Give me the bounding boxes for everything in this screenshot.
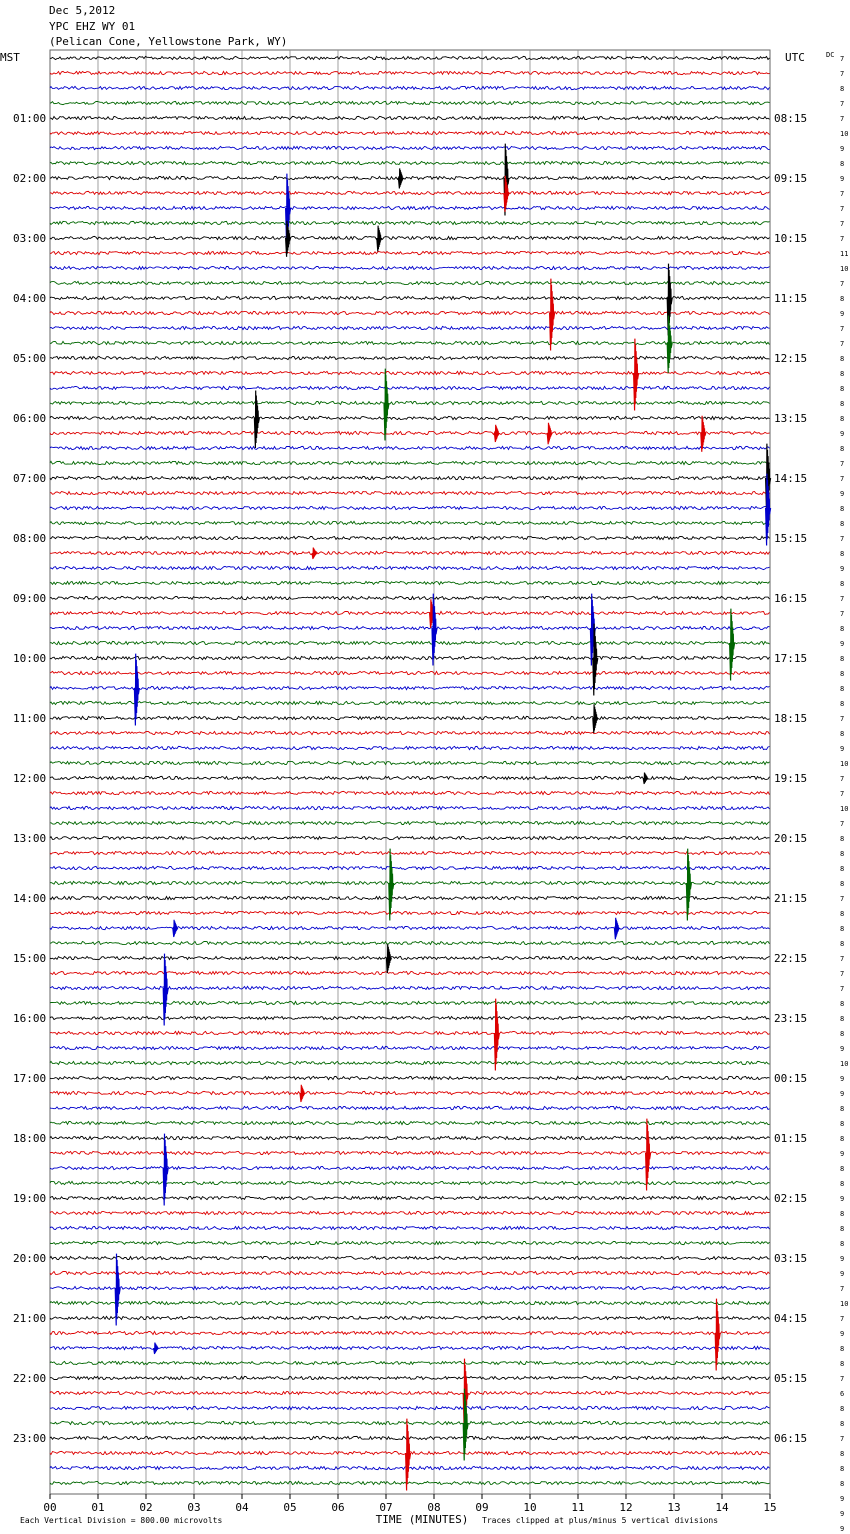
hour-label-right: 23:15	[774, 1012, 808, 1025]
event-spike	[300, 1085, 305, 1102]
dc-offset-value: 7	[840, 70, 845, 78]
trace-line	[50, 746, 770, 749]
trace-line	[50, 1106, 770, 1109]
scale-note: Each Vertical Division = 800.00 microvolts	[20, 1516, 223, 1525]
trace-line	[50, 116, 770, 119]
x-tick-label: 02	[139, 1501, 153, 1514]
hour-label-left: 21:00	[13, 1312, 47, 1325]
dc-offset-value: 9	[840, 1195, 845, 1203]
trace-line	[50, 221, 770, 224]
trace-line	[50, 446, 770, 449]
x-tick-label: 09	[475, 1501, 489, 1514]
dc-offset-value: 8	[840, 940, 845, 948]
dc-offset-value: 8	[840, 865, 845, 873]
dc-offset-value: 7	[840, 970, 845, 978]
dc-offset-value: 7	[840, 985, 845, 993]
dc-offset-value: 8	[840, 445, 845, 453]
dc-offset-value: 9	[840, 1330, 845, 1338]
trace-line	[50, 1241, 770, 1244]
trace-line	[50, 1331, 770, 1334]
trace-line	[50, 491, 770, 494]
hour-label-left: 19:00	[13, 1192, 47, 1205]
event-spike	[115, 1254, 120, 1326]
clip-note: Traces clipped at plus/minus 5 vertical divisions	[482, 1516, 719, 1525]
trace-line	[50, 896, 770, 899]
trace-line	[50, 1001, 770, 1004]
trace-line	[50, 1316, 770, 1319]
dc-offset-value: 8	[840, 625, 845, 633]
trace-line	[50, 1226, 770, 1229]
event-spike	[715, 1299, 720, 1371]
trace-line	[50, 1376, 770, 1379]
x-tick-label: 14	[715, 1501, 729, 1514]
event-spike	[406, 1419, 411, 1491]
dc-offset-value: 8	[840, 1180, 845, 1188]
event-spike	[134, 654, 139, 726]
dc-offset-value: 7	[840, 235, 845, 243]
dc-offset-value: 7	[840, 220, 845, 228]
event-spike	[163, 1134, 168, 1206]
trace-line	[50, 71, 770, 74]
dc-offset-value: 7	[840, 1315, 845, 1323]
dc-offset-value: 8	[840, 1030, 845, 1038]
trace-line	[50, 1391, 770, 1394]
trace-line	[50, 761, 770, 764]
x-axis-title: TIME (MINUTES)	[375, 1513, 469, 1526]
dc-offset-value: 7	[840, 715, 845, 723]
hour-label-left: 05:00	[13, 352, 47, 365]
dc-offset-value: 7	[840, 790, 845, 798]
dc-offset-value: 8	[840, 1450, 845, 1458]
x-tick-label: 00	[43, 1501, 57, 1514]
dc-offset-value: 8	[840, 880, 845, 888]
event-spike	[547, 423, 552, 445]
x-tick-label: 13	[667, 1501, 681, 1514]
event-spike	[593, 704, 598, 733]
dc-offset-value: 9	[840, 1075, 845, 1083]
hour-label-left: 10:00	[13, 652, 47, 665]
hour-label-left: 03:00	[13, 232, 47, 245]
event-spike	[634, 339, 639, 411]
dc-offset-value: 9	[840, 145, 845, 153]
dc-offset-value: 7	[840, 325, 845, 333]
hour-label-right: 18:15	[774, 712, 808, 725]
hour-label-left: 07:00	[13, 472, 47, 485]
dc-offset-value: 8	[840, 1240, 845, 1248]
header-location: (Pelican Cone, Yellowstone Park, WY)	[49, 35, 288, 48]
dc-offset-value: 9	[840, 1255, 845, 1263]
hour-label-left: 17:00	[13, 1072, 47, 1085]
trace-line	[50, 866, 770, 869]
trace-line	[50, 326, 770, 329]
seismic-traces	[50, 56, 771, 1490]
dc-offset-value: 7	[840, 1375, 845, 1383]
dc-offset-value: 9	[840, 745, 845, 753]
dc-offset-value: 8	[840, 1405, 845, 1413]
trace-line	[50, 641, 770, 644]
trace-line	[50, 1091, 770, 1094]
trace-line	[50, 821, 770, 824]
x-tick-label: 12	[619, 1501, 633, 1514]
dc-offset-value: 7	[840, 475, 845, 483]
x-tick-label: 08	[427, 1501, 441, 1514]
event-spike	[550, 279, 555, 351]
event-spike	[494, 425, 499, 442]
trace-line	[50, 431, 770, 434]
trace-line	[50, 416, 770, 419]
event-spike	[730, 609, 735, 681]
hour-label-left: 01:00	[13, 112, 47, 125]
event-spike	[646, 1119, 651, 1191]
trace-line	[50, 476, 770, 479]
dc-offset-value: 8	[840, 385, 845, 393]
trace-line	[50, 941, 770, 944]
x-tick-label: 05	[283, 1501, 297, 1514]
x-tick-label: 07	[379, 1501, 393, 1514]
dc-offset-value: 9	[840, 1045, 845, 1053]
dc-offset-value: 8	[840, 925, 845, 933]
hour-label-right: 00:15	[774, 1072, 808, 1085]
dc-offset-value: 9	[840, 310, 845, 318]
trace-line	[50, 596, 770, 599]
dc-offset-value: 8	[840, 670, 845, 678]
dc-offset-value: 7	[840, 190, 845, 198]
dc-offset-value: 8	[840, 415, 845, 423]
trace-line	[50, 1061, 770, 1064]
event-spike	[643, 773, 648, 785]
trace-line	[50, 146, 770, 149]
event-spike	[377, 226, 382, 252]
trace-line	[50, 1076, 770, 1079]
dc-offset-value: 8	[840, 1015, 845, 1023]
hour-label-left: 16:00	[13, 1012, 47, 1025]
trace-line	[50, 356, 770, 359]
dc-offset-value: 7	[840, 280, 845, 288]
trace-line	[50, 806, 770, 809]
hour-label-right: 19:15	[774, 772, 808, 785]
trace-line	[50, 1436, 770, 1439]
hour-label-right: 15:15	[774, 532, 808, 545]
trace-line	[50, 671, 770, 674]
trace-line	[50, 236, 770, 239]
dc-offset-value: 9	[840, 1495, 845, 1503]
dc-offset-value: 8	[840, 1465, 845, 1473]
trace-line	[50, 266, 770, 269]
hour-label-right: 03:15	[774, 1252, 808, 1265]
x-tick-label: 10	[523, 1501, 537, 1514]
trace-line	[50, 1136, 770, 1139]
dc-offset-value: 8	[840, 160, 845, 168]
x-tick-label: 03	[187, 1501, 201, 1514]
event-spike	[173, 920, 178, 937]
hour-label-left: 11:00	[13, 712, 47, 725]
trace-line	[50, 1256, 770, 1259]
hour-label-left: 04:00	[13, 292, 47, 305]
dc-offset-value: 9	[840, 1510, 845, 1518]
trace-line	[50, 1421, 770, 1424]
trace-line	[50, 131, 770, 134]
trace-line	[50, 101, 770, 104]
x-tick-label: 04	[235, 1501, 249, 1514]
dc-offset-value: 9	[840, 430, 845, 438]
hour-label-right: 17:15	[774, 652, 808, 665]
trace-line	[50, 1016, 770, 1019]
header-date: Dec 5,2012	[49, 4, 116, 17]
hour-label-right: 20:15	[774, 832, 808, 845]
dc-offset-value: 8	[840, 505, 845, 513]
dc-offset-value: 10	[840, 760, 849, 768]
trace-line	[50, 536, 770, 539]
trace-line	[50, 1046, 770, 1049]
trace-line	[50, 1196, 770, 1199]
hour-label-right: 08:15	[774, 112, 808, 125]
trace-line	[50, 1286, 770, 1289]
trace-line	[50, 251, 770, 254]
trace-line	[50, 161, 770, 164]
event-spike	[593, 624, 598, 696]
hour-label-right: 09:15	[774, 172, 808, 185]
trace-line	[50, 1361, 770, 1364]
dc-offset-value: 7	[840, 1435, 845, 1443]
hour-label-left: 08:00	[13, 532, 47, 545]
trace-line	[50, 311, 770, 314]
trace-line	[50, 1466, 770, 1469]
x-tick-label: 01	[91, 1501, 105, 1514]
hour-label-right: 06:15	[774, 1432, 808, 1445]
dc-offset-value: 8	[840, 1000, 845, 1008]
trace-line	[50, 836, 770, 839]
trace-line	[50, 686, 770, 689]
hour-label-right: 21:15	[774, 892, 808, 905]
dc-offset-value: 8	[840, 685, 845, 693]
hour-label-right: 16:15	[774, 592, 808, 605]
trace-line	[50, 281, 770, 284]
dc-offset-value: 8	[840, 1210, 845, 1218]
event-spike	[163, 954, 168, 1026]
hour-label-left: 06:00	[13, 412, 47, 425]
dc-offset-value: 8	[840, 370, 845, 378]
dc-offset-value: 8	[840, 295, 845, 303]
trace-line	[50, 1121, 770, 1124]
hour-label-right: 11:15	[774, 292, 808, 305]
hour-label-left: 18:00	[13, 1132, 47, 1145]
dc-offset-value: 7	[840, 595, 845, 603]
event-spike	[389, 849, 394, 921]
hour-label-right: 10:15	[774, 232, 808, 245]
dc-offset-value: 7	[840, 775, 845, 783]
dc-offset-value: 9	[840, 1150, 845, 1158]
trace-line	[50, 296, 770, 299]
dc-offset-value: 8	[840, 520, 845, 528]
dc-offset-value: 10	[840, 1300, 849, 1308]
trace-line	[50, 401, 770, 404]
dc-offset-value: 10	[840, 130, 849, 138]
dc-label: DC	[826, 51, 835, 59]
hour-label-right: 01:15	[774, 1132, 808, 1145]
dc-offset-value: 8	[840, 910, 845, 918]
dc-offset-value: 8	[840, 1360, 845, 1368]
trace-line	[50, 851, 770, 854]
dc-offset-value: 7	[840, 535, 845, 543]
trace-line	[50, 926, 770, 929]
dc-offset-value: 7	[840, 610, 845, 618]
hour-label-left: 12:00	[13, 772, 47, 785]
dc-offset-value: 8	[840, 1135, 845, 1143]
trace-line	[50, 1181, 770, 1184]
hour-label-right: 14:15	[774, 472, 808, 485]
dc-offset-value: 10	[840, 805, 849, 813]
dc-offset-value: 9	[840, 1525, 845, 1533]
trace-line	[50, 191, 770, 194]
trace-line	[50, 716, 770, 719]
event-spike	[686, 849, 691, 921]
dc-offset-value: 8	[840, 850, 845, 858]
trace-line	[50, 371, 770, 374]
dc-offset-value: 9	[840, 175, 845, 183]
dc-offset-value: 8	[840, 1345, 845, 1353]
trace-line	[50, 881, 770, 884]
event-spike	[701, 416, 706, 452]
hour-label-right: 04:15	[774, 1312, 808, 1325]
dc-offset-value: 8	[840, 835, 845, 843]
trace-line	[50, 551, 770, 554]
event-spike	[384, 369, 389, 441]
dc-offset-value: 7	[840, 1285, 845, 1293]
trace-line	[50, 176, 770, 179]
dc-offset-value: 7	[840, 955, 845, 963]
dc-offset-value: 8	[840, 400, 845, 408]
trace-line	[50, 566, 770, 569]
trace-line	[50, 521, 770, 524]
event-spike	[463, 1389, 468, 1461]
right-timezone-label: UTC	[785, 51, 805, 64]
dc-offset-value: 9	[840, 490, 845, 498]
header-station: YPC EHZ WY 01	[49, 20, 136, 33]
x-tick-label: 11	[571, 1501, 585, 1514]
dc-offset-value: 8	[840, 1225, 845, 1233]
dc-offset-value: 10	[840, 265, 849, 273]
dc-offset-value: 8	[840, 355, 845, 363]
trace-line	[50, 986, 770, 989]
dc-offset-value: 10	[840, 1060, 849, 1068]
dc-offset-value: 7	[840, 100, 845, 108]
trace-line	[50, 701, 770, 704]
dc-offset-value: 7	[840, 115, 845, 123]
trace-line	[50, 956, 770, 959]
trace-line	[50, 206, 770, 209]
trace-line	[50, 776, 770, 779]
dc-offset-value: 8	[840, 1105, 845, 1113]
left-timezone-label: MST	[0, 51, 20, 64]
hour-label-left: 22:00	[13, 1372, 47, 1385]
hour-label-left: 20:00	[13, 1252, 47, 1265]
event-spike	[398, 168, 403, 188]
dc-offset-value: 8	[840, 550, 845, 558]
hour-label-left: 09:00	[13, 592, 47, 605]
dc-offset-value: 8	[840, 1120, 845, 1128]
trace-line	[50, 1271, 770, 1274]
trace-line	[50, 1151, 770, 1154]
event-spike	[432, 594, 437, 666]
dc-offset-value: 9	[840, 565, 845, 573]
trace-line	[50, 1031, 770, 1034]
hour-label-right: 22:15	[774, 952, 808, 965]
trace-line	[50, 386, 770, 389]
trace-line	[50, 506, 770, 509]
dc-offset-value: 9	[840, 1090, 845, 1098]
trace-line	[50, 611, 770, 614]
dc-offset-value: 8	[840, 1480, 845, 1488]
dc-offset-value: 8	[840, 85, 845, 93]
hour-label-right: 02:15	[774, 1192, 808, 1205]
dc-offset-value: 11	[840, 250, 849, 258]
hour-label-right: 13:15	[774, 412, 808, 425]
dc-offset-value: 9	[840, 640, 845, 648]
trace-line	[50, 971, 770, 974]
dc-offset-value: 8	[840, 730, 845, 738]
trace-line	[50, 1481, 770, 1484]
event-spike	[614, 918, 619, 940]
dc-offset-value: 7	[840, 820, 845, 828]
dc-offset-value: 8	[840, 700, 845, 708]
x-tick-label: 15	[763, 1501, 777, 1514]
event-spike	[312, 548, 317, 560]
event-spike	[667, 316, 672, 374]
trace-line	[50, 791, 770, 794]
dc-offset-value: 8	[840, 580, 845, 588]
trace-line	[50, 656, 770, 659]
dc-offset-value: 8	[840, 1165, 845, 1173]
event-spike	[154, 1343, 159, 1355]
trace-line	[50, 911, 770, 914]
hour-label-left: 23:00	[13, 1432, 47, 1445]
trace-line	[50, 581, 770, 584]
trace-line	[50, 341, 770, 344]
trace-line	[50, 1211, 770, 1214]
trace-line	[50, 1301, 770, 1304]
hour-label-right: 12:15	[774, 352, 808, 365]
hour-label-left: 15:00	[13, 952, 47, 965]
dc-offset-value: 7	[840, 460, 845, 468]
dc-offset-value: 7	[840, 55, 845, 63]
trace-line	[50, 731, 770, 734]
trace-line	[50, 1406, 770, 1409]
dc-offset-value: 7	[840, 340, 845, 348]
hour-label-left: 13:00	[13, 832, 47, 845]
dc-offset-value: 8	[840, 1420, 845, 1428]
event-spike	[494, 999, 499, 1071]
trace-line	[50, 1166, 770, 1169]
dc-offset-value: 7	[840, 895, 845, 903]
x-tick-label: 06	[331, 1501, 345, 1514]
dc-offset-value: 6	[840, 1390, 845, 1398]
trace-line	[50, 56, 770, 59]
event-spike	[254, 391, 259, 449]
dc-offset-value: 8	[840, 655, 845, 663]
hour-label-right: 05:15	[774, 1372, 808, 1385]
event-spike	[386, 944, 391, 973]
dc-offset-value: 9	[840, 1270, 845, 1278]
trace-line	[50, 626, 770, 629]
trace-line	[50, 86, 770, 89]
trace-line	[50, 461, 770, 464]
hour-label-left: 14:00	[13, 892, 47, 905]
dc-offset-value: 7	[840, 205, 845, 213]
hour-label-left: 02:00	[13, 172, 47, 185]
